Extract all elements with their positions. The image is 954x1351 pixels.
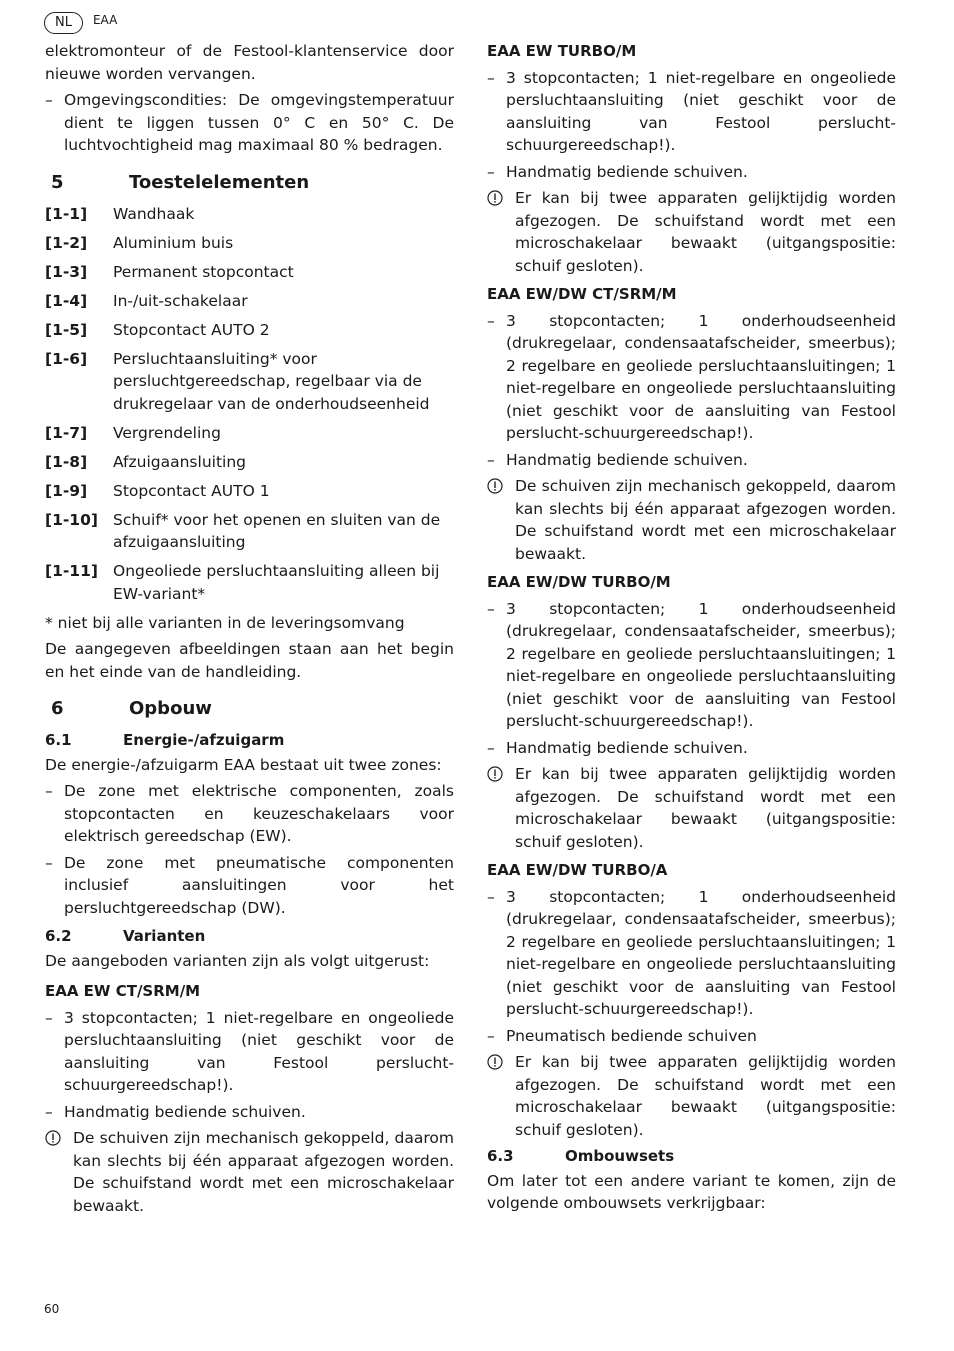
component-item <box>45 422 454 445</box>
component-key: [1-3] <box>45 262 88 281</box>
component-item <box>45 319 454 342</box>
component-item <box>45 348 454 416</box>
info-icon <box>487 187 515 277</box>
note: Er kan bij twee apparaten gelijktijdig worden afgezogen. De schuifstand wordt met een microschakelaar bewaakt (uitgangspositie: schuif gesloten). <box>487 763 896 853</box>
right-column <box>487 40 896 1219</box>
component-key: [1-8] <box>45 452 88 471</box>
list-item: – De zone met pneumatische componenten inclusief aansluitingen voor het persluchtgereedschap (DW). <box>45 853 454 917</box>
component-item <box>45 290 454 313</box>
subsection-heading: 6.1 Energie-/afzuigarm <box>45 731 285 749</box>
variant-heading: EAA EW TURBO/M <box>487 42 637 60</box>
left-column <box>45 40 454 1221</box>
list-item: – 3 stopcontacten; 1 onderhoudseenheid (drukregelaar, condensaatafscheider, smeerbus); 2 regelbare en geoliede persluchtaansluitingen; 1 niet-regelbare en ongeoliede persluchtaansluiting (niet geschikt voor de aansluiting van Festool perslucht-schuurgereedschap!). <box>487 599 896 730</box>
note: Er kan bij twee apparaten gelijktijdig worden afgezogen. De schuifstand wordt met een microschakelaar bewaakt (uitgangspositie: schuif gesloten). <box>487 187 896 277</box>
component-label: Ongeoliede persluchtaansluiting alleen bij EW-variant* <box>113 562 440 603</box>
component-label: Aluminium buis <box>113 233 234 252</box>
component-key: [1-7] <box>45 423 88 442</box>
list-item: – Handmatig bediende schuiven. <box>45 1102 306 1121</box>
paragraph: Om later tot een andere variant te komen, zijn de volgende ombouwsets verkrijgbaar: <box>487 1171 896 1212</box>
variant-heading: EAA EW/DW CT/SRM/M <box>487 285 677 303</box>
component-key: [1-4] <box>45 291 88 310</box>
section-heading: 6 Opbouw <box>51 698 212 719</box>
component-label: In-/uit-schakelaar <box>113 291 248 310</box>
component-key: [1-5] <box>45 320 88 339</box>
component-key: [1-9] <box>45 481 88 500</box>
language-badge: NL <box>44 12 83 34</box>
list-item: – Omgevingscondities: De omgevingstemperatuur dient te liggen tussen 0° C en 50° C. De luchtvochtigheid mag maximaal 80 % bedragen. <box>45 91 454 154</box>
component-item <box>45 261 454 284</box>
component-label: Wandhaak <box>113 204 195 223</box>
list-item: – De zone met elektrische componenten, zoals stopcontacten en keuzeschakelaars voor elektrisch gereedschap (EW). <box>45 782 454 845</box>
info-icon <box>45 1127 73 1217</box>
subsection-heading: 6.3 Ombouwsets <box>487 1147 675 1165</box>
component-label: Stopcontact AUTO 1 <box>113 481 270 500</box>
list-item: – Pneumatisch bediende schuiven <box>487 1026 757 1045</box>
list-item: – Handmatig bediende schuiven. <box>487 450 748 469</box>
paragraph: De energie-/afzuigarm EAA bestaat uit twee zones: <box>45 755 442 774</box>
note: De schuiven zijn mechanisch gekoppeld, daarom kan slechts bij één apparaat afgezogen worden. De schuifstand wordt met een microschakelaar bewaakt. <box>487 475 896 565</box>
component-item <box>45 509 454 554</box>
list-item: – Handmatig bediende schuiven. <box>487 738 748 757</box>
paragraph: De aangegeven afbeeldingen staan aan het begin en het einde van de handleiding. <box>45 640 454 681</box>
info-icon <box>487 763 515 853</box>
component-item <box>45 560 454 605</box>
variant-heading: EAA EW/DW TURBO/A <box>487 861 668 879</box>
note: Er kan bij twee apparaten gelijktijdig worden afgezogen. De schuifstand wordt met een microschakelaar bewaakt (uitgangspositie: schuif gesloten). <box>487 1051 896 1141</box>
list-item: – 3 stopcontacten; 1 onderhoudseenheid (drukregelaar, condensaatafscheider, smeerbus); 2 regelbare en geoliede persluchtaansluitingen; 1 niet-regelbare en ongeoliede persluchtaansluiting (niet geschikt voor de aansluiting van Festool perslucht-schuurgereedschap!). <box>487 887 896 1018</box>
component-label: Stopcontact AUTO 2 <box>113 320 270 339</box>
component-key: [1-10] <box>45 510 98 529</box>
paragraph: De aangeboden varianten zijn als volgt uitgerust: <box>45 951 430 970</box>
variant-heading: EAA EW/DW TURBO/M <box>487 573 671 591</box>
component-label: Persluchtaansluiting* voor persluchtgereedschap, regelbaar via de drukregelaar van de onderhoudseenheid <box>113 349 430 413</box>
component-item <box>45 451 454 474</box>
subsection-heading: 6.2 Varianten <box>45 927 206 945</box>
component-key: [1-6] <box>45 349 88 368</box>
info-icon <box>487 475 515 565</box>
footnote: * niet bij alle varianten in de leveringsomvang <box>45 613 405 632</box>
component-item <box>45 480 454 503</box>
list-item: – 3 stopcontacten; 1 niet-regelbare en ongeoliede persluchtaansluiting (niet geschikt voor de aansluiting van Festool perslucht-schuurgereedschap!). <box>45 1008 454 1094</box>
variant-heading: EAA EW CT/SRM/M <box>45 982 201 1000</box>
page-number: 60 <box>44 1302 60 1316</box>
component-label: Permanent stopcontact <box>113 262 294 281</box>
document-code: EAA <box>92 12 118 27</box>
list-item: – Handmatig bediende schuiven. <box>487 162 748 181</box>
component-list <box>45 203 454 606</box>
component-key: [1-11] <box>45 562 98 580</box>
component-key: [1-2] <box>45 233 88 252</box>
section-heading: 5 Toestelelementen <box>51 171 310 193</box>
paragraph: elektromonteur of de Festool-klantenservice door nieuwe worden vervangen. <box>45 42 454 83</box>
component-key: [1-1] <box>45 204 88 223</box>
note: De schuiven zijn mechanisch gekoppeld, daarom kan slechts bij één apparaat afgezogen worden. De schuifstand wordt met een microschakelaar bewaakt. <box>45 1127 454 1217</box>
component-label: Schuif* voor het openen en sluiten van de afzuigaansluiting <box>113 510 441 551</box>
page-header <box>44 12 117 34</box>
list-item: – 3 stopcontacten; 1 onderhoudseenheid (drukregelaar, condensaatafscheider, smeerbus); 2 regelbare en geoliede persluchtaansluitingen; 1 niet-regelbare en ongeoliede persluchtaansluiting (niet geschikt voor de aansluiting van Festool perslucht-schuurgereedschap!). <box>487 311 896 442</box>
info-icon <box>487 1051 515 1141</box>
component-item <box>45 232 454 255</box>
component-item <box>45 203 454 226</box>
list-item: – 3 stopcontacten; 1 niet-regelbare en ongeoliede persluchtaansluiting (niet geschikt voor de aansluiting van Festool perslucht-schuurgereedschap!). <box>487 68 896 154</box>
component-label: Afzuigaansluiting <box>113 452 246 471</box>
component-label: Vergrendeling <box>113 423 221 442</box>
